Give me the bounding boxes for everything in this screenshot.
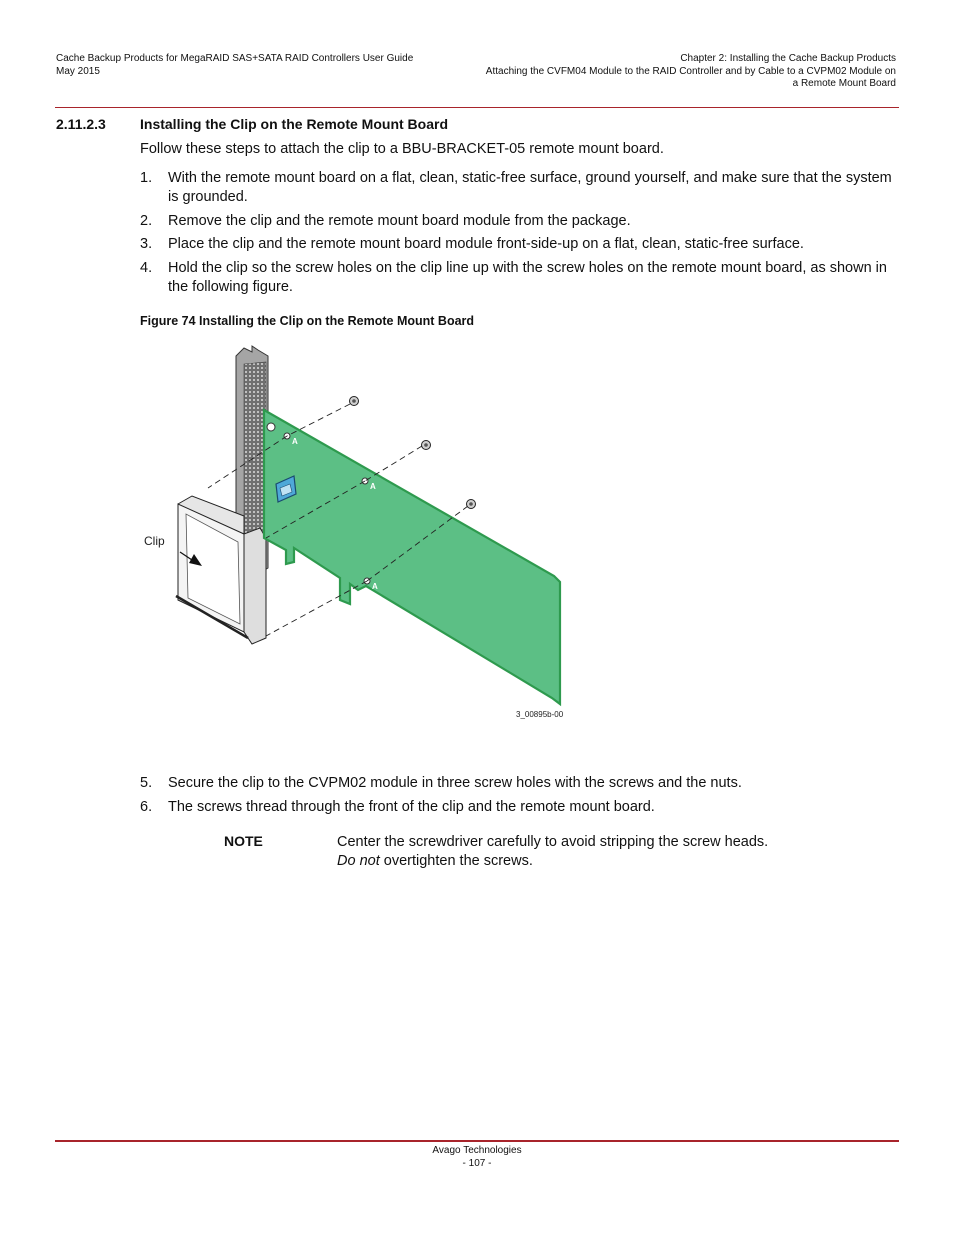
- screw-2: [422, 441, 431, 450]
- list-item: [140, 212, 900, 231]
- page-header-right: [486, 53, 896, 91]
- list-item: [140, 169, 900, 207]
- note-line2: [337, 852, 857, 871]
- step-text: The screws thread through the front of the clip and the remote mount board.: [168, 798, 655, 815]
- steps-list-continued: [140, 774, 900, 821]
- note-line1: Center the screwdriver carefully to avoid stripping the screw heads.: [337, 834, 769, 850]
- step-number: 6.: [140, 798, 153, 815]
- screw-3: [467, 500, 476, 509]
- page-header-left: [56, 53, 413, 78]
- footer-company: Avago Technologies: [432, 1145, 522, 1156]
- step-number: 4.: [140, 259, 153, 276]
- clip-installation-figure: [140, 338, 580, 728]
- section-path-line2: a Remote Mount Board: [792, 78, 896, 89]
- hole-marker: A: [370, 482, 376, 491]
- note-line2-rest: overtighten the screws.: [379, 853, 533, 869]
- header-rule: [55, 107, 899, 108]
- list-item: [140, 259, 900, 297]
- screw-1: [350, 397, 359, 406]
- step-number: 5.: [140, 775, 153, 791]
- figure-caption: Figure 74 Installing the Clip on the Remote Mount Board: [140, 314, 475, 328]
- step-text: Remove the clip and the remote mount board module from the package.: [168, 212, 631, 229]
- hole-marker: A: [372, 582, 378, 591]
- note-emphasis: Do not: [337, 853, 380, 869]
- hole-marker: A: [292, 437, 298, 446]
- step-text: Secure the clip to the CVPM02 module in three screw holes with the screws and the nuts.: [168, 775, 742, 791]
- page-number: - 107 -: [462, 1157, 492, 1169]
- step-text: With the remote mount board on a flat, clean, static-free surface, ground yourself, and make sure that the system is grounded.: [168, 170, 892, 205]
- step-number: 3.: [140, 236, 153, 252]
- section-title: Installing the Clip on the Remote Mount Board: [140, 116, 448, 132]
- step-text: Place the clip and the remote mount board module front-side-up on a flat, clean, static-free surface.: [168, 236, 804, 252]
- list-item: [140, 798, 900, 817]
- step-text: Hold the clip so the screw holes on the clip line up with the screw holes on the remote mount board, as shown in the following figure.: [168, 259, 887, 295]
- section-path-line1: Attaching the CVFM04 Module to the RAID Controller and by Cable to a CVPM02 Module on: [485, 65, 896, 77]
- chapter-title: Chapter 2: Installing the Cache Backup Products: [680, 53, 896, 64]
- section-intro: Follow these steps to attach the clip to a BBU-BRACKET-05 remote mount board.: [140, 141, 664, 157]
- step-number: 1.: [140, 170, 153, 186]
- page-footer: [0, 1145, 954, 1170]
- doc-title: Cache Backup Products for MegaRAID SAS+SATA RAID Controllers User Guide: [56, 53, 414, 64]
- list-item: [140, 774, 900, 793]
- doc-date: May 2015: [56, 65, 100, 77]
- clip-label: Clip: [144, 534, 165, 548]
- board-illustration: [140, 338, 580, 728]
- remote-mount-board: [264, 410, 560, 704]
- note-label: NOTE: [224, 833, 263, 849]
- list-item: [140, 235, 900, 254]
- steps-list: [140, 169, 900, 301]
- step-number: 2.: [140, 212, 153, 229]
- part-code: 3_00895b-00: [516, 710, 564, 719]
- footer-rule: [55, 1140, 899, 1142]
- note-text: [337, 833, 857, 871]
- section-number: 2.11.2.3: [56, 116, 106, 132]
